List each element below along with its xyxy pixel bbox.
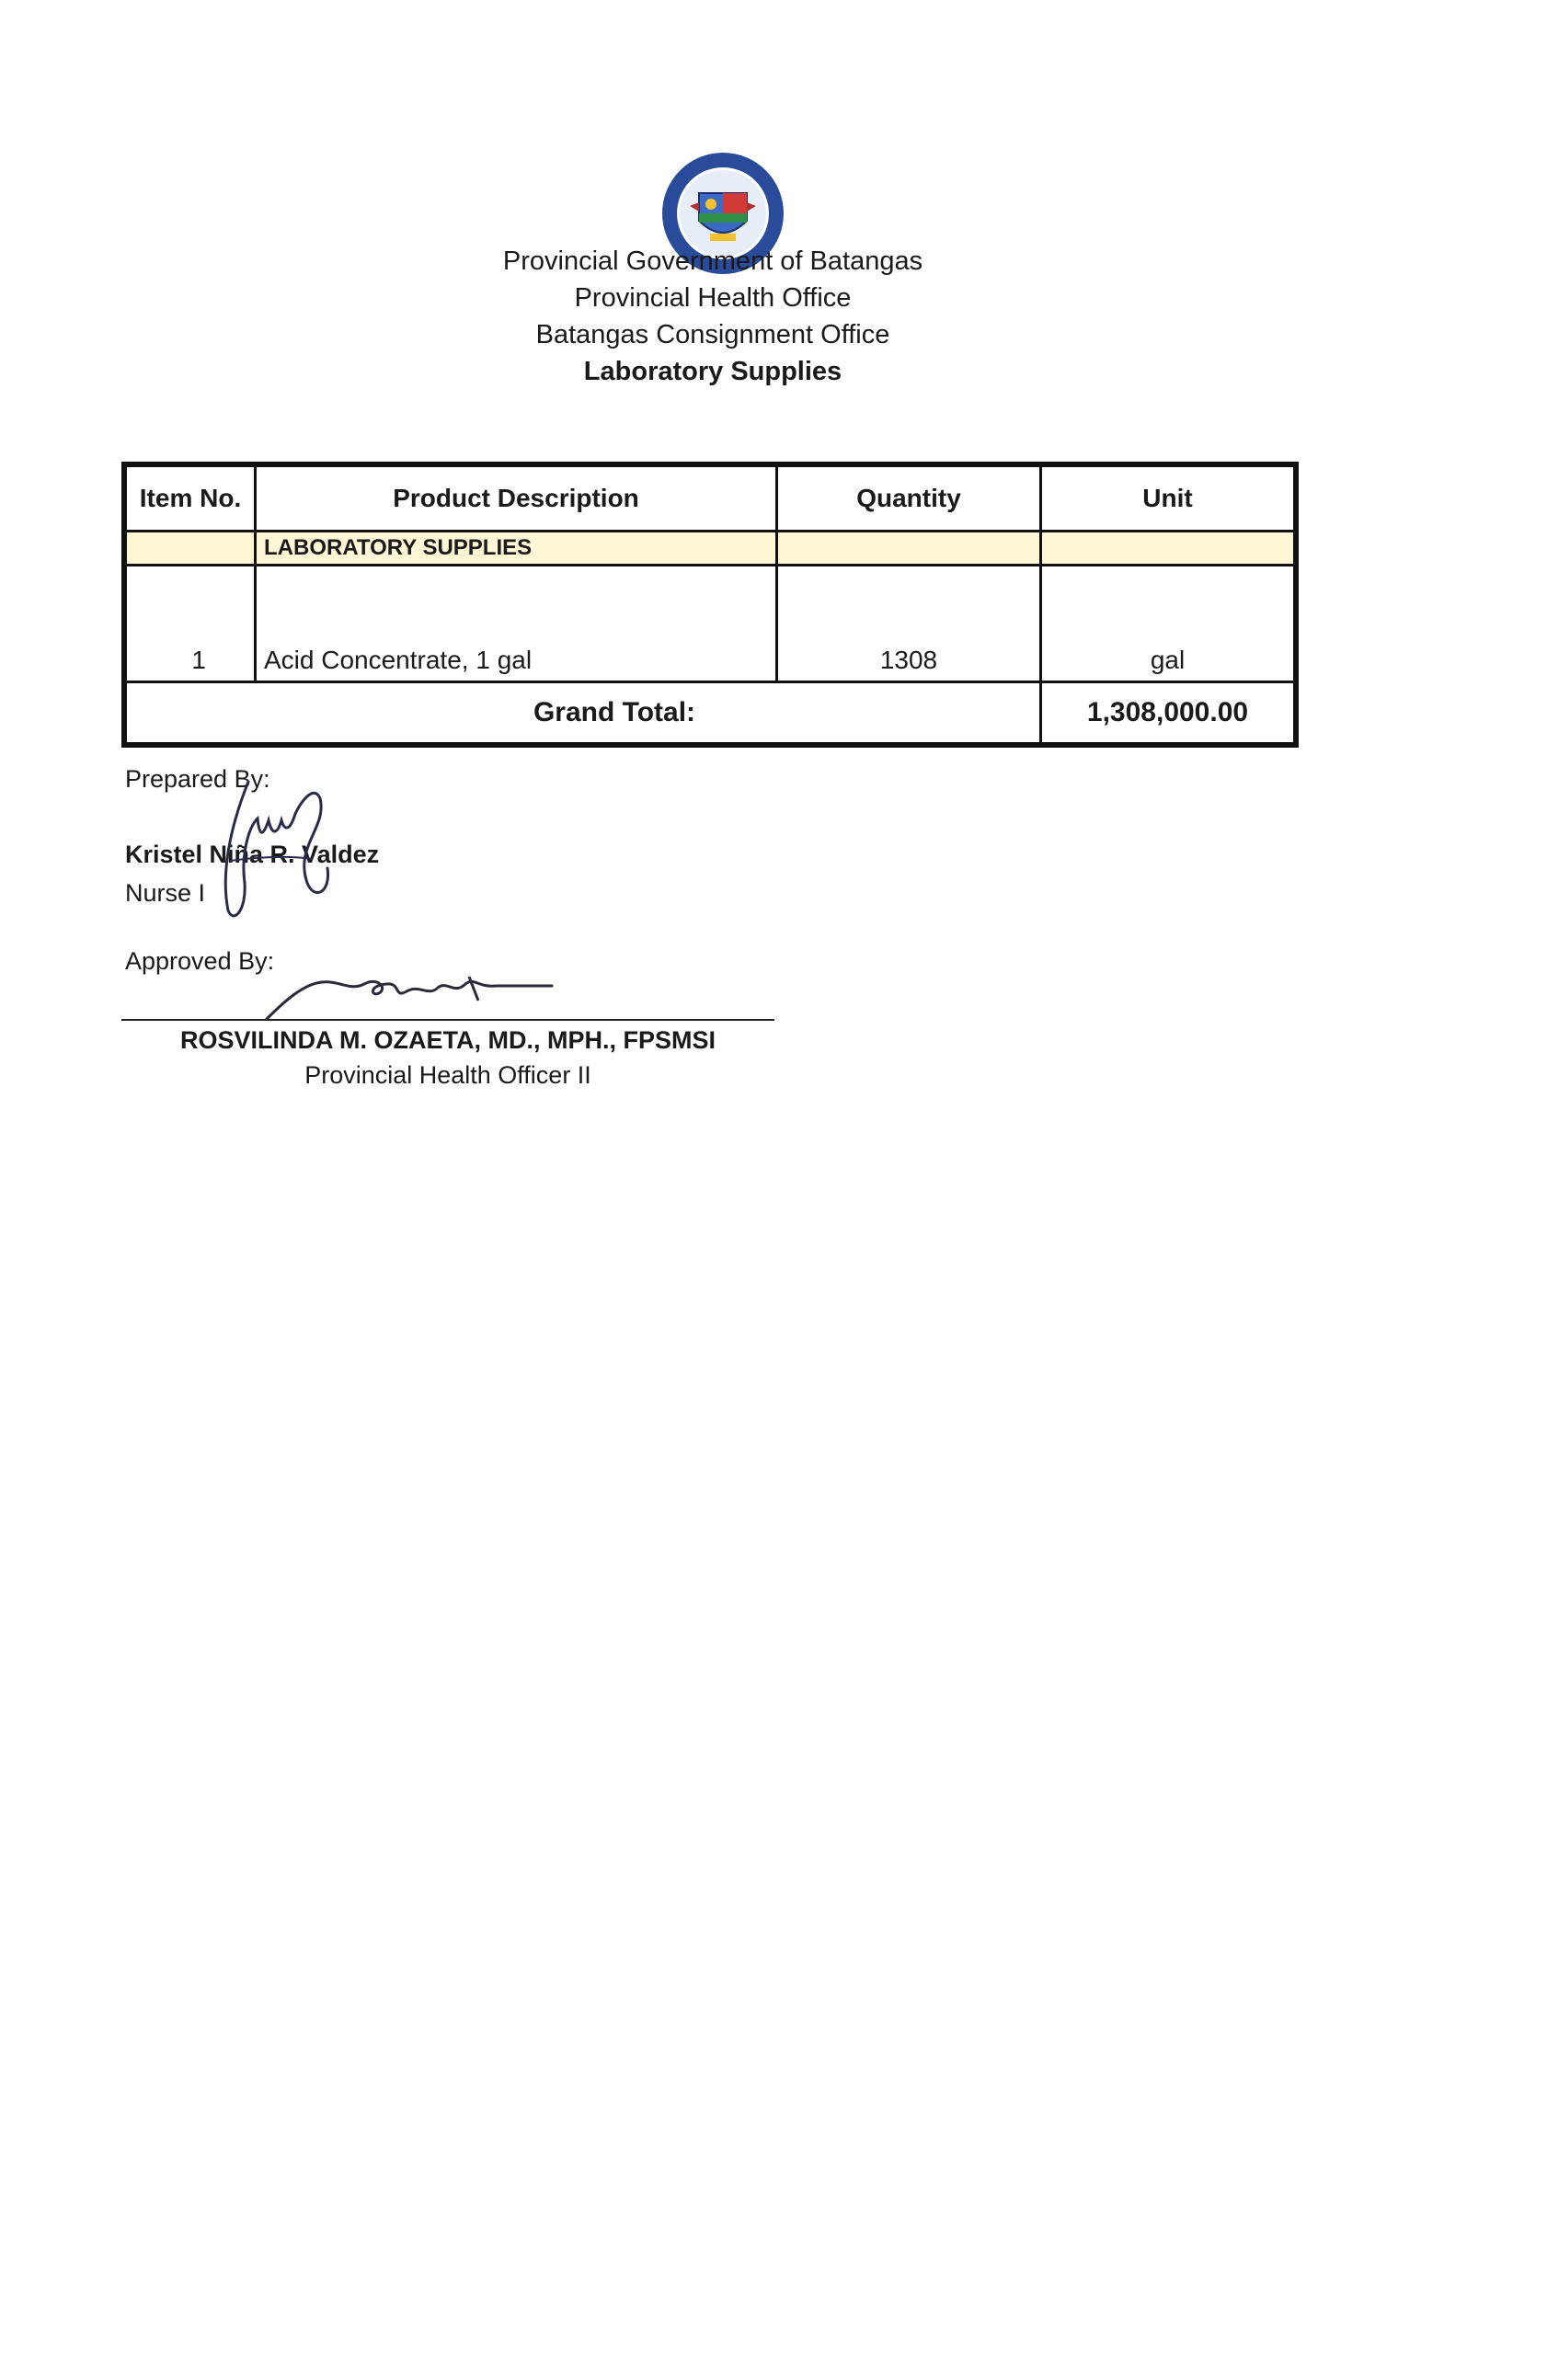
item-unit: gal	[1041, 566, 1297, 682]
item-number: 1	[124, 566, 256, 682]
supplies-table	[121, 462, 1299, 748]
approved-by-label: Approved By:	[125, 947, 275, 975]
header-line-1: Provincial Government of Batangas	[502, 246, 923, 276]
item-quantity: 1308	[777, 566, 1041, 682]
prepared-by-position: Nurse I	[125, 879, 206, 907]
grand-total-label: Grand Total:	[533, 697, 696, 727]
header-line-2: Provincial Health Office	[574, 283, 852, 313]
prepared-by-label: Prepared By:	[125, 765, 270, 793]
prepared-by-signature	[193, 772, 350, 929]
grand-total-value: 1,308,000.00	[1041, 682, 1297, 746]
grand-total-row	[124, 682, 1296, 746]
column-header-quantity: Quantity	[777, 464, 1041, 532]
header-line-3: Batangas Consignment Office	[535, 320, 890, 349]
category-label: LABORATORY SUPPLIES	[256, 532, 777, 566]
document-title: Laboratory Supplies	[583, 357, 842, 386]
column-header-item-no: Item No.	[124, 464, 256, 532]
signature-line	[121, 1019, 774, 1021]
category-cell-empty	[777, 532, 1041, 566]
grand-total-label-cell	[124, 682, 1041, 746]
category-cell-empty	[124, 532, 256, 566]
item-description: Acid Concentrate, 1 gal	[256, 566, 777, 682]
prepared-by-name: Kristel Niña R. Valdez	[125, 841, 380, 868]
category-row	[124, 532, 1296, 566]
table-header-row	[124, 464, 1296, 532]
approved-by-position: Provincial Health Officer II	[304, 1061, 591, 1089]
column-header-unit: Unit	[1041, 464, 1297, 532]
approved-by-name: ROSVILINDA M. OZAETA, MD., MPH., FPSMSI	[179, 1026, 716, 1054]
category-cell-empty	[1041, 532, 1297, 566]
column-header-description: Product Description	[256, 464, 777, 532]
table-row	[124, 566, 1296, 682]
